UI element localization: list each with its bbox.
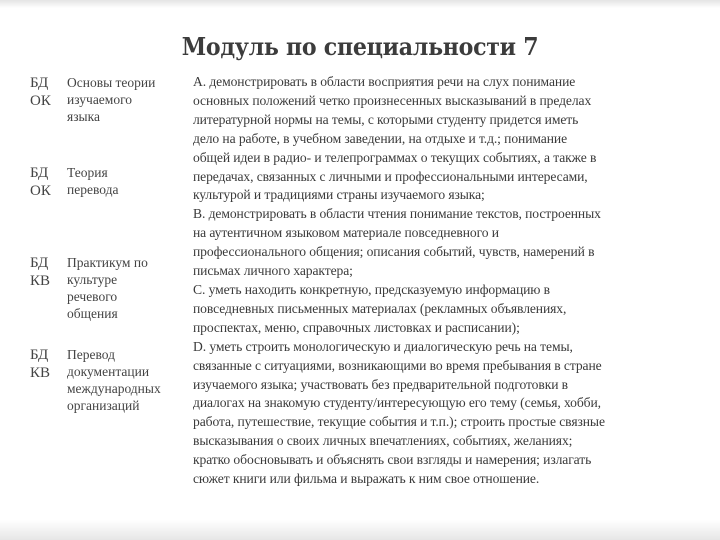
module-subject: Практикум по культуре речевого общения <box>67 255 148 321</box>
module-subject: Основы теории изучаемого языка <box>67 75 156 124</box>
module-code: БД КВ <box>30 347 51 381</box>
module-subject: Перевод документации международных организаций <box>67 347 161 413</box>
module-list <box>0 0 190 540</box>
desc-line: проспектах, меню, справочных листовках и расписании); <box>193 319 520 335</box>
bottom-shadow <box>0 520 720 540</box>
desc-line: культурой и традициями страны изучаемого языка; <box>193 187 485 203</box>
desc-line: сюжет книги или фильма и выражать к ним свое отношение. <box>193 471 540 487</box>
desc-line: общей идеи в радио- и телепрограммах о текущих событиях, а также в <box>193 149 597 165</box>
desc-line: профессионального общения; описания событий, чувств, намерений в <box>193 244 595 260</box>
desc-line: связанные с ситуациями, возникающими во время пребывания в стране <box>193 357 602 373</box>
desc-line: дело на работе, в учебном заведении, на отдыхе и т.д.; понимание <box>193 130 568 146</box>
desc-line: передачах, связанных с личными и профессиональными интересами, <box>193 168 588 184</box>
desc-line: работа, путешествие, текущие события и т.п.); строить простые связные <box>193 414 605 430</box>
desc-line: D. уметь строить монологическую и диалогическую речь на темы, <box>193 338 573 354</box>
slide-title: Модуль по специальности 7 <box>181 32 539 61</box>
desc-line: письмах личного характера; <box>193 263 353 279</box>
desc-line: кратко обосновывать и объяснять свои взгляды и намерения; излагать <box>193 452 592 468</box>
module-code: БД ОК <box>30 75 51 109</box>
module-subject: Теория перевода <box>67 165 119 197</box>
competency-description <box>193 73 693 489</box>
desc-line: диалогах на знакомую студенту/интересующую его тему (семья, хобби, <box>193 395 601 411</box>
desc-line: на аутентичном языковом материале повседневного и <box>193 225 499 241</box>
desc-line: литературной нормы на темы, с которыми студенту придется иметь <box>193 111 579 127</box>
module-code: БД ОК <box>30 165 51 199</box>
desc-line: основных положений четко произнесенных высказываний в пределах <box>193 92 592 108</box>
desc-line: высказывания о своих личных впечатлениях, событиях, желаниях; <box>193 433 573 449</box>
desc-line: С. уметь находить конкретную, предсказуемую информацию в <box>193 281 550 297</box>
desc-line: повседневных письменных материалах (рекламных объявлениях, <box>193 300 567 316</box>
desc-line: изучаемого языка; участвовать без предварительной подготовки в <box>193 376 568 392</box>
desc-line: В. демонстрировать в области чтения понимание текстов, построенных <box>193 206 601 222</box>
module-code: БД КВ <box>30 255 51 289</box>
desc-line: А. демонстрировать в области восприятия речи на слух понимание <box>193 74 576 89</box>
